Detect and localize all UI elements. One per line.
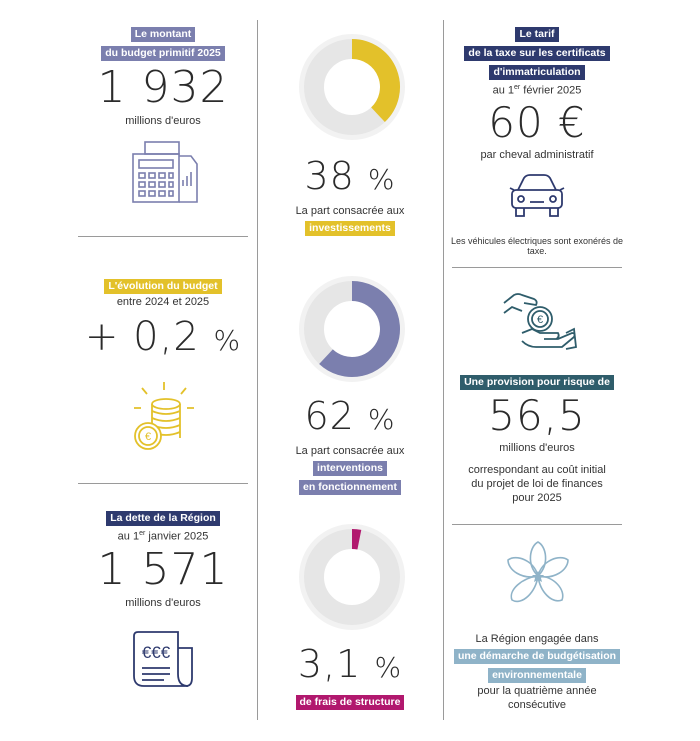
tarif-date-suffix: février 2025 xyxy=(520,84,582,97)
dette-section xyxy=(78,508,248,610)
structure-highlight: de frais de structure xyxy=(296,695,405,710)
tarif-note: Les véhicules électriques sont exonérés de taxe. xyxy=(450,236,624,256)
structure-percent: % xyxy=(374,651,403,684)
svg-text:€: € xyxy=(536,314,544,326)
provision-value: 56,5 xyxy=(488,391,586,440)
tarif-section xyxy=(452,24,622,162)
dette-subtitle-prefix: au 1 xyxy=(117,530,140,543)
provision-title: Une provision pour risque de xyxy=(460,375,614,390)
fonctionnement-donut xyxy=(298,275,406,383)
svg-text:€: € xyxy=(144,431,152,443)
tarif-value: 60 € xyxy=(488,97,586,147)
fonctionnement-section xyxy=(265,392,435,496)
env-intro: La Région engagée dans xyxy=(475,633,599,645)
tarif-title-line-3: d'immatriculation xyxy=(489,65,584,80)
euro-coins-icon xyxy=(128,378,198,454)
dette-title: La dette de la Région xyxy=(106,511,220,526)
tarif-date-prefix: au 1 xyxy=(492,84,515,97)
investissements-value: 38 xyxy=(304,154,355,198)
dette-unit: millions d'euros xyxy=(125,596,201,609)
provision-unit: millions d'euros xyxy=(499,442,575,454)
flower-icon xyxy=(496,540,580,616)
bill-icon xyxy=(130,628,196,690)
tarif-title-line-1: Le tarif xyxy=(515,27,558,42)
dette-subtitle-sup: er xyxy=(139,530,146,537)
structure-value-row xyxy=(265,640,435,692)
structure-value: 3,1 xyxy=(297,642,362,686)
budget-title-line-1: Le montant xyxy=(131,27,196,42)
fonctionnement-value: 62 xyxy=(304,394,355,438)
car-icon xyxy=(506,172,568,220)
structure-donut-arc xyxy=(352,539,359,540)
fonctionnement-percent: % xyxy=(367,403,396,436)
budget-title-line-2: du budget primitif 2025 xyxy=(101,46,225,61)
dette-value: 1 571 xyxy=(97,543,229,595)
svg-text:€€€: €€€ xyxy=(141,643,171,662)
dette-subtitle xyxy=(78,527,248,544)
hands-euro-icon xyxy=(500,289,580,357)
dette-subtitle-suffix: janvier 2025 xyxy=(145,530,209,543)
env-outro-1: pour la quatrième année xyxy=(477,685,597,697)
fonctionnement-highlight-1: interventions xyxy=(313,461,387,476)
investissements-donut-arc xyxy=(352,49,390,115)
divider-col1-2 xyxy=(78,483,248,484)
calculator-icon xyxy=(125,140,201,206)
investissements-label: La part consacrée aux xyxy=(295,205,405,217)
divider-col3-1 xyxy=(452,267,622,268)
budget-unit: millions d'euros xyxy=(125,115,201,127)
investissements-percent: % xyxy=(367,163,396,196)
tarif-title-line-2: de la taxe sur les certificats xyxy=(464,46,609,61)
investissements-section xyxy=(265,152,435,237)
evolution-value-row xyxy=(78,309,248,369)
investissements-highlight: investissements xyxy=(305,221,395,236)
fonctionnement-label: La part consacrée aux xyxy=(295,445,405,457)
structure-donut xyxy=(298,523,406,631)
structure-section xyxy=(265,640,435,711)
env-section xyxy=(452,632,622,712)
tarif-date xyxy=(452,81,622,98)
env-highlight-2: environnementale xyxy=(488,668,586,683)
provision-desc-2: du projet de loi de finances xyxy=(471,478,603,490)
divider-col1-1 xyxy=(78,236,248,237)
evolution-subtitle: entre 2024 et 2025 xyxy=(116,296,210,308)
tarif-date-sup: er xyxy=(514,84,521,91)
column-divider-right xyxy=(443,20,444,720)
env-outro-2: consécutive xyxy=(507,699,567,711)
fonctionnement-highlight-2: en fonctionnement xyxy=(299,480,401,495)
investissements-donut xyxy=(298,33,406,141)
evolution-value: + 0,2 xyxy=(84,314,200,360)
provision-desc-1: correspondant au coût initial xyxy=(468,464,606,476)
budget-value: 1 932 xyxy=(97,62,229,113)
evolution-percent: % xyxy=(213,324,242,357)
env-highlight-1: une démarche de budgétisation xyxy=(454,649,620,664)
evolution-title: L'évolution du budget xyxy=(104,279,221,294)
provision-desc-3: pour 2025 xyxy=(512,492,562,504)
structure-donut-track xyxy=(314,539,390,615)
column-divider-left xyxy=(257,20,258,720)
investissements-value-row xyxy=(265,152,435,204)
tarif-unit: par cheval administratif xyxy=(480,148,594,161)
divider-col3-2 xyxy=(452,524,622,525)
provision-section xyxy=(452,372,622,505)
evolution-section xyxy=(78,276,248,369)
fonctionnement-value-row xyxy=(265,392,435,444)
budget-section xyxy=(78,24,248,128)
